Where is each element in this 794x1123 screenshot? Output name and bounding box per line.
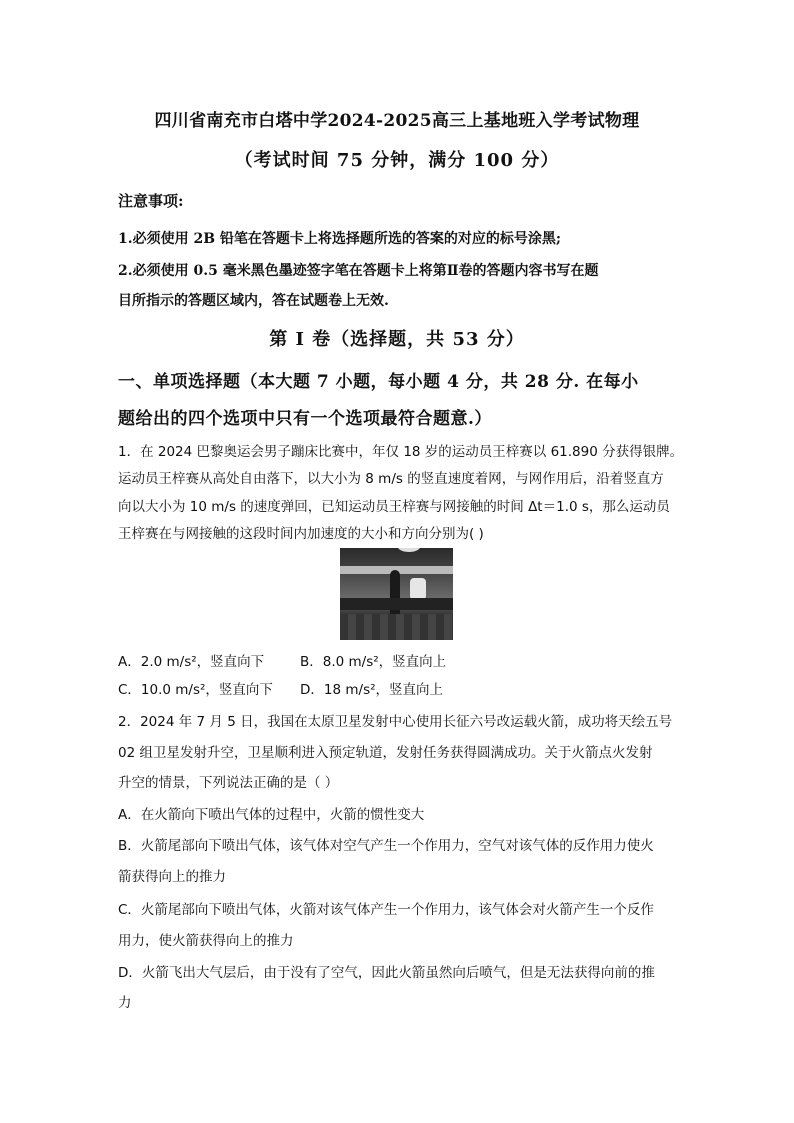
- q1-option-c: C．10.0 m/s²，竖直向下: [118, 682, 273, 698]
- q1-line-4: 王梓赛在与网接触的这段时间内加速度的大小和方向分别为( ): [118, 526, 484, 542]
- q2-line-1: 2．2024 年 7 月 5 日，我国在太原卫星发射中心使用长征六号改运载火箭，成功将天绘五号: [118, 714, 673, 730]
- q2-line-3: 升空的情景，下列说法正确的是（ ）: [118, 775, 339, 791]
- section-title: 第 I 卷（选择题，共 53 分）: [269, 329, 525, 350]
- q1-option-d: D．18 m/s²，竖直向上: [300, 682, 444, 698]
- q2-option-c-1: C．火箭尾部向下喷出气体，火箭对该气体产生一个作用力，该气体会对火箭产生一个反作: [118, 902, 654, 918]
- q2-option-d-2: 力: [118, 995, 132, 1011]
- part1-heading-2: 题给出的四个选项中只有一个选项最符合题意.）: [118, 409, 492, 429]
- trampoline-photo: [340, 548, 453, 640]
- q2-line-2: 02 组卫星发射升空，卫星顺利进入预定轨道，发射任务获得圆满成功。关于火箭点火发射: [118, 745, 653, 761]
- q1-line-2: 运动员王梓赛从高处自由落下，以大小为 8 m/s 的竖直速度着网，与网作用后，沿着竖直方: [118, 471, 664, 487]
- q1-line-3: 向以大小为 10 m/s 的速度弹回，已知运动员王梓赛与网接触的时间 Δt＝1.0 s，那么运动员: [118, 499, 670, 515]
- notice-line-1: 1.必须使用 2B 铅笔在答题卡上将选择题所选的答案的对应的标号涂黑;: [118, 231, 562, 247]
- part1-heading-1: 一、单项选择题（本大题 7 小题，每小题 4 分，共 28 分. 在每小: [118, 372, 639, 392]
- exam-subtitle: （考试时间 75 分钟，满分 100 分）: [234, 150, 560, 171]
- q1-line-1: 1．在 2024 巴黎奥运会男子蹦床比赛中，年仅 18 岁的运动员王梓赛以 61.890 分获得银牌。: [118, 444, 684, 460]
- q2-option-d-1: D．火箭飞出大气层后，由于没有了空气，因此火箭虽然向后喷气，但是无法获得向前的推: [118, 965, 655, 981]
- q2-option-a: A．在火箭向下喷出气体的过程中，火箭的惯性变大: [118, 807, 425, 823]
- q1-option-b: B．8.0 m/s²，竖直向上: [300, 654, 447, 670]
- exam-title: 四川省南充市白塔中学2024-2025高三上基地班入学考试物理: [154, 111, 640, 131]
- athlete-figure: [390, 570, 400, 618]
- q2-option-b-1: B．火箭尾部向下喷出气体，该气体对空气产生一个作用力，空气对该气体的反作用力使火: [118, 838, 654, 854]
- q1-option-a: A．2.0 m/s²，竖直向下: [118, 654, 265, 670]
- q2-option-c-2: 用力，使火箭获得向上的推力: [118, 933, 294, 949]
- notice-line-2b: 目所指示的答题区域内，答在试题卷上无效.: [118, 293, 389, 309]
- notice-heading: 注意事项:: [118, 192, 184, 210]
- q2-option-b-2: 箭获得向上的推力: [118, 869, 226, 885]
- notice-line-2a: 2.必须使用 0.5 毫米黑色墨迹签字笔在答题卡上将第Ⅱ卷的答题内容书写在题: [118, 263, 599, 279]
